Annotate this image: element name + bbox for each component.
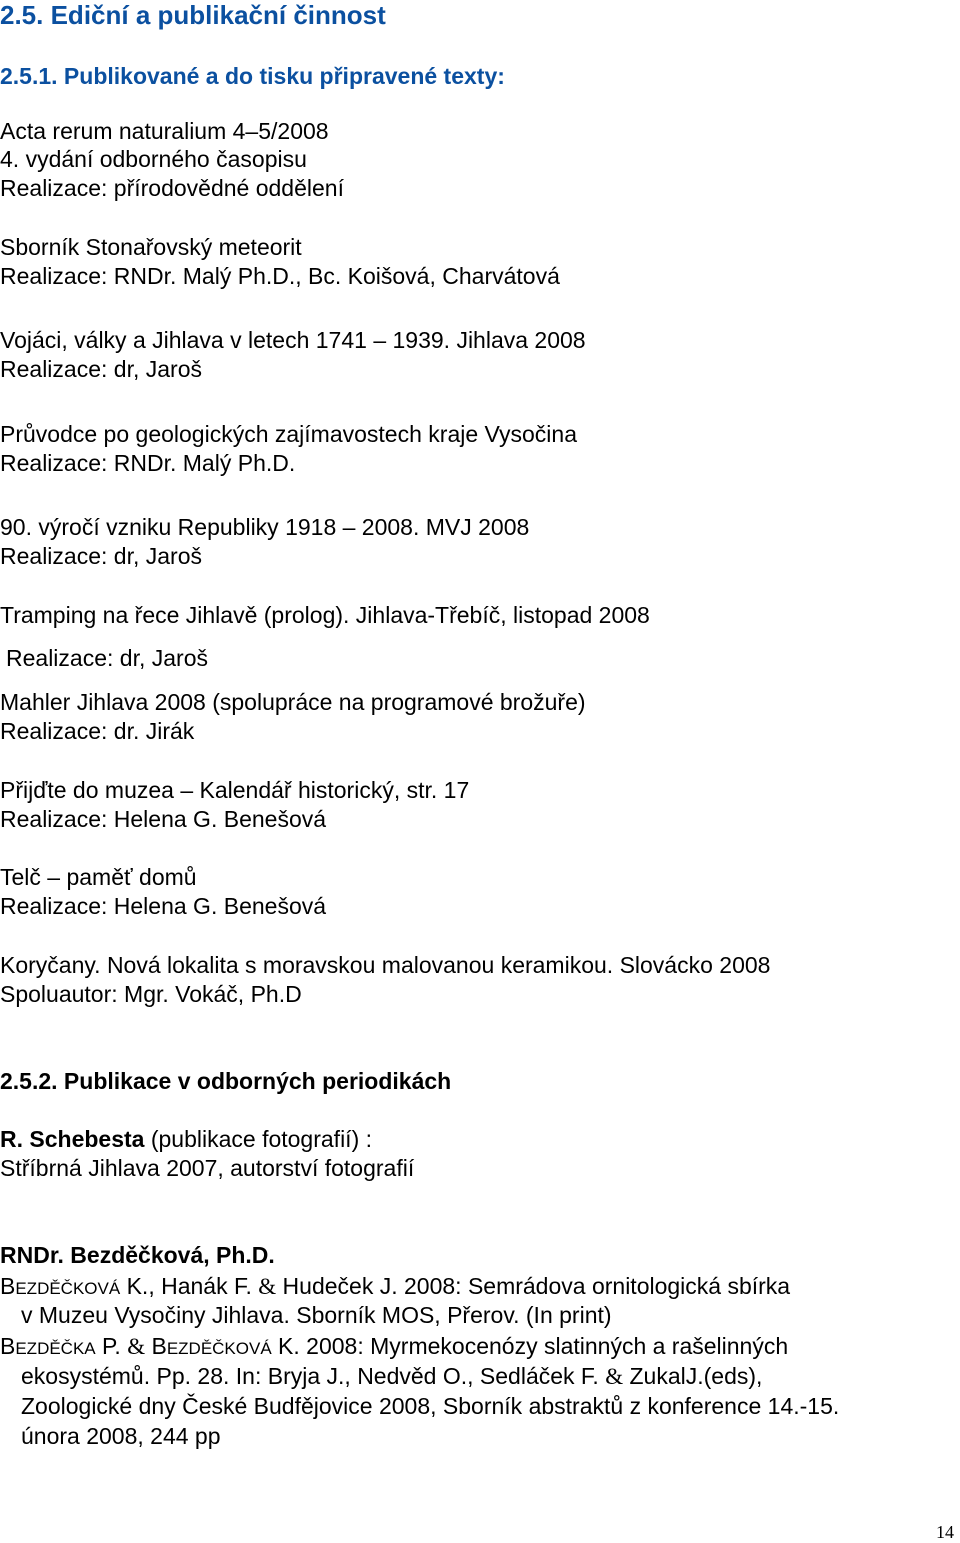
- entry-title: Mahler Jihlava 2008 (spolupráce na programové brožuře): [0, 689, 586, 715]
- entry-title: 90. výročí vzniku Republiky 1918 – 2008. MVJ 2008: [0, 514, 530, 540]
- author-name: RNDr. Bezděčková, Ph.D.: [0, 1242, 275, 1268]
- reference-2-cont: Zoologické dny České Budfějovice 2008, Sborník abstraktů z konference 14.-15.: [21, 1393, 840, 1419]
- schebesta-line: [0, 1125, 372, 1154]
- reference-2-cont: února 2008, 244 pp: [21, 1423, 221, 1449]
- entry-title: Průvodce po geologických zajímavostech kraje Vysočina: [0, 421, 577, 447]
- entry-realization: Realizace: dr, Jaroš: [6, 645, 208, 671]
- entry-realization: Realizace: Helena G. Benešová: [0, 893, 327, 919]
- section-title: 2.5. Ediční a publikační činnost: [0, 0, 386, 30]
- subsection-title-periodicals: 2.5.2. Publikace v odborných periodikách: [0, 1068, 452, 1094]
- subsection-title-published-texts: 2.5.1. Publikované a do tisku připravené texty:: [0, 63, 505, 89]
- entry-coauthor: Spoluautor: Mgr. Vokáč, Ph.D: [0, 981, 302, 1007]
- entry-title: Tramping na řece Jihlavě (prolog). Jihlava-Třebíč, listopad 2008: [0, 602, 650, 628]
- entry-title: Přijďte do muzea – Kalendář historický, str. 17: [0, 777, 470, 803]
- reference-2: BEZDĚČKA P. & BEZDĚČKOVÁ K. 2008: Myrmekocenózy slatinných a rašelinných: [0, 1333, 789, 1359]
- reference-2-cont: ekosystémů. Pp. 28. In: Bryja J., Nedvěd O., Sedláček F. & ZukalJ.(eds),: [21, 1363, 763, 1389]
- entry-realization: Realizace: dr, Jaroš: [0, 543, 202, 569]
- reference-1-cont: v Muzeu Vysočiny Jihlava. Sborník MOS, Přerov. (In print): [21, 1302, 612, 1328]
- entry-realization: Realizace: RNDr. Malý Ph.D., Bc. Koišová, Charvátová: [0, 263, 560, 289]
- entry-detail: 4. vydání odborného časopisu: [0, 146, 307, 172]
- schebesta-work: Stříbrná Jihlava 2007, autorství fotografií: [0, 1155, 415, 1181]
- entry-title: Acta rerum naturalium 4–5/2008: [0, 118, 329, 144]
- entry-realization: Realizace: přírodovědné oddělení: [0, 175, 344, 201]
- entry-realization: Realizace: dr, Jaroš: [0, 356, 202, 382]
- author-note: (publikace fotografií) :: [144, 1126, 373, 1152]
- entry-title: Sborník Stonařovský meteorit: [0, 234, 302, 260]
- page-number: 14: [936, 1522, 954, 1542]
- entry-realization: Realizace: dr. Jirák: [0, 718, 195, 744]
- reference-1: BEZDĚČKOVÁ K., Hanák F. & Hudeček J. 2008: Semrádova ornitologická sbírka: [0, 1273, 791, 1299]
- entry-realization: Realizace: Helena G. Benešová: [0, 806, 327, 832]
- author-name: R. Schebesta: [0, 1126, 145, 1152]
- entry-title: Koryčany. Nová lokalita s moravskou malovanou keramikou. Slovácko 2008: [0, 952, 771, 978]
- entry-title: Telč – paměť domů: [0, 864, 197, 890]
- entry-realization: Realizace: RNDr. Malý Ph.D.: [0, 450, 296, 476]
- entry-title: Vojáci, války a Jihlava v letech 1741 – 1939. Jihlava 2008: [0, 327, 586, 353]
